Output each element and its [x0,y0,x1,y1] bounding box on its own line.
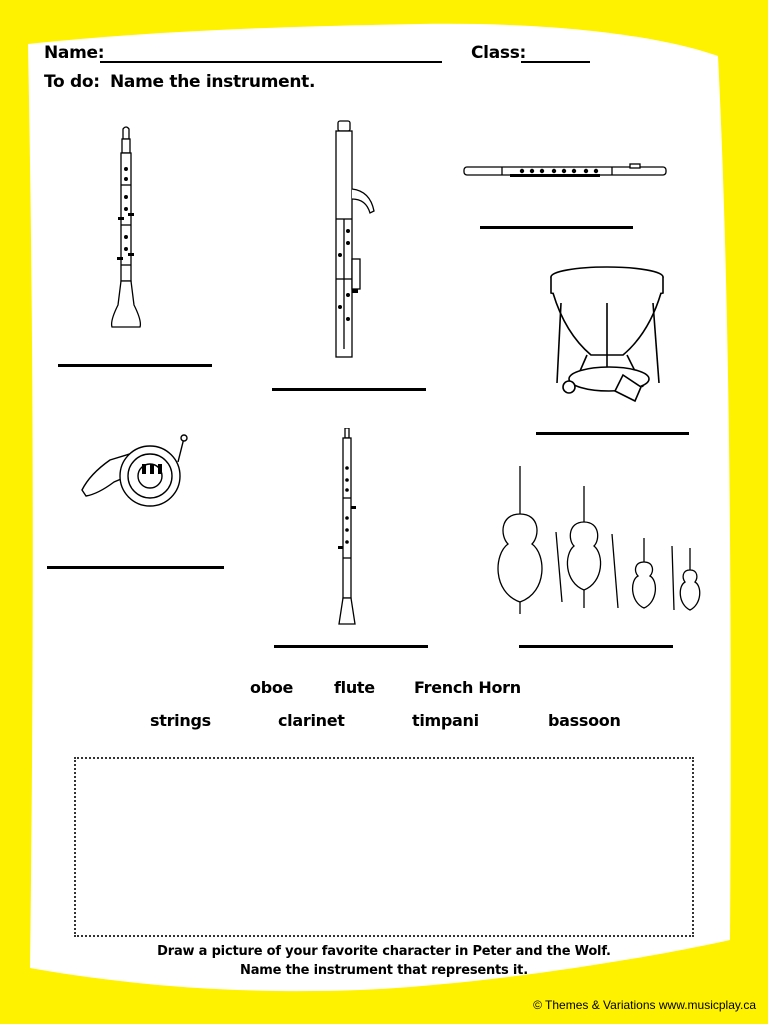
word-bank-flute: flute [334,678,375,697]
todo-label: To do: [44,72,100,92]
answer-line-strings[interactable] [519,645,673,648]
answer-line-oboe[interactable] [274,645,428,648]
answer-line-french-horn[interactable] [47,566,224,569]
word-bank-clarinet: clarinet [278,711,345,730]
answer-line-bassoon[interactable] [272,388,426,391]
french-horn-icon [80,434,192,510]
bassoon-icon [330,119,380,359]
timpani-icon [547,263,677,409]
name-label: Name: [44,43,105,63]
strings-icon [488,462,714,618]
flute-icon [462,160,670,182]
word-bank-oboe: oboe [250,678,294,697]
word-bank-strings: strings [150,711,211,730]
todo-text: Name the instrument. [110,72,316,92]
clarinet-icon [108,125,144,333]
drawing-caption-line2: Name the instrument that represents it. [240,963,528,978]
class-field[interactable] [521,61,590,63]
answer-line-clarinet[interactable] [58,364,212,367]
drawing-box[interactable] [74,757,694,937]
footer-copyright: © Themes & Variations www.musicplay.ca [533,998,756,1012]
drawing-caption-line1: Draw a picture of your favorite character in Peter and the Wolf. [157,944,611,959]
word-bank-timpani: timpani [412,711,479,730]
class-label: Class: [471,43,527,63]
name-field[interactable] [100,61,442,63]
answer-line-timpani[interactable] [536,432,689,435]
oboe-icon [334,428,360,628]
answer-line-flute[interactable] [480,226,633,229]
word-bank-french-horn: French Horn [414,678,521,697]
word-bank-bassoon: bassoon [548,711,621,730]
